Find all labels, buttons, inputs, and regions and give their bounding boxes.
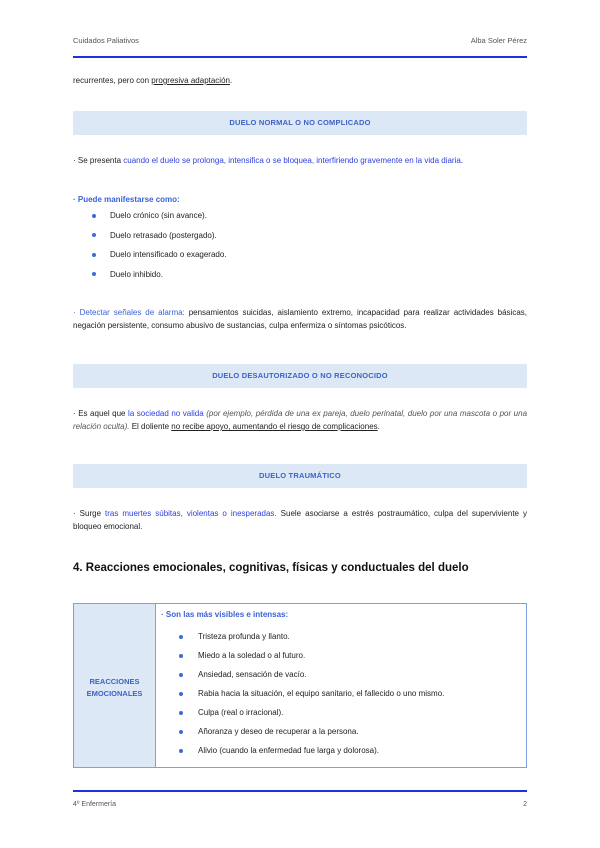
- page-footer: [73, 801, 527, 813]
- list-item: Añoranza y deseo de recuperar a la persona.: [156, 722, 526, 741]
- disenfranchised-mid: El doliente: [129, 422, 172, 431]
- section-title-disenfranchised: DUELO DESAUTORIZADO O NO RECONOCIDO: [212, 371, 388, 380]
- section-band-disenfranchised: [73, 364, 527, 388]
- traumatic-suffix: Suele asociarse a estrés postraumático, culpa del superviviente y bloqueo emocional.: [73, 509, 527, 531]
- intro-underlined: progresiva adaptación: [151, 76, 230, 85]
- page-header: [73, 36, 527, 50]
- section-title-traumatic: DUELO TRAUMÁTICO: [259, 471, 341, 480]
- row-label-emotional: REACCIONES EMOCIONALES: [86, 677, 143, 698]
- section-band-normal: [73, 111, 527, 135]
- normal-description: [73, 154, 527, 167]
- header-course-title: Cuidados Paliativos: [73, 36, 139, 45]
- reactions-table: [73, 603, 527, 768]
- list-item: Duelo crónico (sin avance).: [73, 206, 527, 226]
- page-number: 2: [523, 801, 527, 808]
- manifest-list: [73, 206, 527, 284]
- intro-suffix: .: [229, 76, 233, 85]
- alarm-paragraph: [73, 306, 527, 332]
- section-title-normal: DUELO NORMAL O NO COMPLICADO: [229, 118, 371, 127]
- disenfranchised-paragraph: [73, 407, 527, 433]
- list-item: Rabia hacia la situación, el equipo sanitario, el fallecido o uno mismo.: [156, 684, 526, 703]
- header-author: Alba Soler Pérez: [470, 36, 527, 45]
- alarm-label: · Detectar señales de alarma:: [73, 308, 185, 317]
- table-lead: · Son las más visibles e intensas:: [161, 610, 289, 619]
- list-item: Miedo a la soledad o al futuro.: [156, 646, 526, 665]
- disenfranchised-prefix: · Es aquel que: [73, 409, 129, 418]
- footer-rule: [73, 790, 527, 792]
- intro-prefix: recurrentes, pero con: [73, 76, 152, 85]
- traumatic-prefix: · Surge: [73, 509, 106, 518]
- disenfranchised-blue: la sociedad no valida: [128, 409, 204, 418]
- footer-course: 4º Enfermería: [73, 801, 117, 808]
- list-item: Culpa (real o irracional).: [156, 703, 526, 722]
- traumatic-paragraph: [73, 507, 527, 533]
- section-band-traumatic: [73, 464, 527, 488]
- list-item: Alivio (cuando la enfermedad fue larga y dolorosa).: [156, 741, 526, 760]
- table-row-content: [156, 604, 526, 767]
- manifest-label: · Puede manifestarse como:: [73, 195, 180, 204]
- disenfranchised-example: (por ejemplo, pérdida de una ex pareja, duelo perinatal, duelo por una mascota o por una relación oculta).: [73, 409, 528, 431]
- disenfranchised-suffix: .: [377, 422, 380, 431]
- list-item: Duelo intensificado o exagerado.: [73, 245, 527, 265]
- list-item: Duelo retrasado (postergado).: [73, 226, 527, 246]
- intro-paragraph: [73, 74, 527, 87]
- list-item: Duelo inhibido.: [73, 265, 527, 285]
- normal-prefix: · Se presenta: [73, 156, 124, 165]
- disenfranchised-underlined: no recibe apoyo, aumentando el riesgo de complicaciones: [171, 422, 378, 431]
- list-item: Ansiedad, sensación de vacío.: [156, 665, 526, 684]
- traumatic-blue: tras muertes súbitas, violentas o inesperadas.: [105, 509, 277, 518]
- emotional-reactions-list: [156, 627, 526, 760]
- normal-blue-text: cuando el duelo se prolonga, intensifica o se bloquea, interfiriendo gravemente en la vida diaria.: [123, 156, 464, 165]
- list-item: Tristeza profunda y llanto.: [156, 627, 526, 646]
- table-row-header: [74, 604, 156, 767]
- alarm-text: pensamientos suicidas, aislamiento extremo, incapacidad para realizar actividades básicas, negación persistente, consumo abusivo de sustancias, culpa enfermiza o síntomas psicóticos.: [73, 308, 527, 330]
- section-heading-4: 4. Reacciones emocionales, cognitivas, físicas y conductuales del duelo: [73, 562, 469, 574]
- header-rule: [73, 56, 527, 58]
